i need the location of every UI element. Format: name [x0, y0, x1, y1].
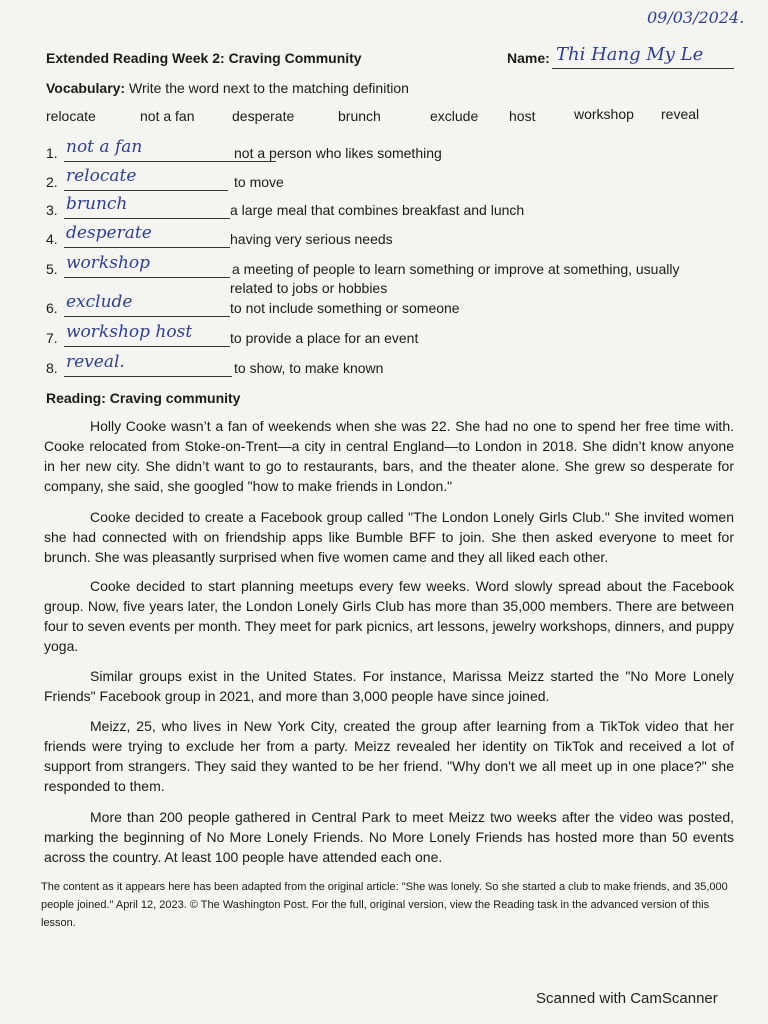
answer-handwritten: workshop host: [66, 322, 193, 342]
word-bank-item: relocate: [46, 108, 96, 124]
answer-handwritten: brunch: [66, 194, 128, 214]
word-bank-item: desperate: [232, 108, 295, 124]
answer-blank[interactable]: [64, 352, 232, 377]
word-bank-item: workshop: [574, 106, 634, 122]
answer-blank[interactable]: [64, 322, 230, 347]
answer-blank[interactable]: [64, 166, 228, 191]
word-bank-item: not a fan: [140, 108, 195, 124]
answer-blank[interactable]: [64, 253, 230, 278]
reading-paragraph: Cooke decided to create a Facebook group called "The London Lonely Girls Club." She invited women she had connected with on friendship apps like Bumble BFF to join. She then asked everyone to meet for brunch. She was pleasantly surprised when five women came and they all liked each other.: [44, 509, 734, 565]
worksheet-title: Extended Reading Week 2: Craving Community: [46, 50, 362, 66]
reading-paragraph: Holly Cooke wasn’t a fan of weekends when she was 22. She had no one to spend her free time with. Cooke relocated from Stoke-on-Trent—a city in central England—to London in 2018. She didn’t know anyone in her new city. She didn’t want to go to restaurants, bars, and the theater alone. She grew so desperate for company, she said, she googled "how to make friends in London.": [44, 418, 734, 494]
source-credit: The content as it appears here has been adapted from the original article: "She was lonely. So she started a club to make friends, and 35,000 people joined." April 12, 2023. © The Washington Post. For the full, original version, view the Reading task in the advanced version of this lesson.: [41, 881, 728, 929]
word-bank-item: brunch: [338, 108, 381, 124]
name-value: Thi Hang My Le: [556, 44, 704, 65]
definition: to not include something or someone: [230, 300, 460, 316]
answer-blank[interactable]: [64, 223, 230, 248]
reading-paragraph: Meizz, 25, who lives in New York City, created the group after learning from a TikTok video that her friends were trying to exclude her from a party. Meizz revealed her identity on TikTok and received a lot of support from strangers. They said they wanted to be her friend. "Why don't we all meet up in one place?" she responded to them.: [44, 718, 734, 794]
reading-paragraph: More than 200 people gathered in Central Park to meet Meizz two weeks after the video was posted, marking the beginning of No More Lonely Friends. No More Lonely Friends has hosted more than 50 events across the country. At least 100 people have attended each one.: [44, 809, 734, 865]
answer-handwritten: not a fan: [66, 137, 143, 157]
vocabulary-label: Vocabulary:: [46, 80, 126, 96]
vocabulary-instruction-text: Write the word next to the matching definition: [129, 80, 409, 96]
answer-handwritten: desperate: [66, 223, 152, 243]
answer-blank[interactable]: [64, 292, 230, 317]
definition: to move: [234, 174, 284, 190]
reading-paragraph: Similar groups exist in the United States. For instance, Marissa Meizz started the "No More Lonely Friends" Facebook group in 2021, and more than 3,000 people have since joined.: [44, 668, 734, 704]
scanner-watermark: Scanned with CamScanner: [536, 990, 718, 1007]
reading-paragraph: Cooke decided to start planning meetups every few weeks. Word slowly spread about the Facebook group. Now, five years later, the London Lonely Girls Club has more than 35,000 members. There are between four to seven events per month. They meet for park picnics, art lessons, jewelry workshops, dinners, and puppy yoga.: [44, 578, 734, 654]
word-bank-item: exclude: [430, 108, 479, 124]
answer-handwritten: relocate: [66, 166, 137, 186]
handwritten-date: 09/03/2024.: [647, 8, 745, 27]
definition-continued: related to jobs or hobbies: [230, 280, 388, 296]
word-bank-item: host: [509, 108, 536, 124]
definition: to show, to make known: [234, 360, 384, 376]
vocabulary-instruction: [46, 80, 409, 96]
definition: not a person who likes something: [234, 145, 442, 161]
worksheet-page: 09/03/2024. Extended Reading Week 2: Craving Community Name: Thi Hang My Le Vocabulary: Write the word next to the matching definition relocate not a fan desperate brunch exclude host workshop reveal 1. not a fan not a person who likes something 2. relocate to move 3. brunch a large meal that combines breakfast and lunch 4. desperate having very serious needs 5. workshop a meeting of people to learn something or improve at something, usually related to jobs or hobbies 6. exclude to not include something or someone 7. workshop host to provide a place for an event 8. reveal. to show, to make known Reading: Craving community Holly Cooke wasn’t a fan of weekends when she was 22. She had no one to spend her free time with. Cooke relocated from Stoke-on-Trent—a city in central England—to London in 2018. She didn’t know anyone in her new city. She didn’t want to go to restaurants, bars, and the theater alone. She grew so desperate for company, she said, she googled "how to make friends in London." Cooke decided to create a Facebook group called "The London Lonely Girls Club." She invited women she had connected with on friendship apps like Bumble BFF to join. She then asked everyone to meet for brunch. She was pleasantly surprised when five women came and they all liked each other. Cooke decided to start planning meetups every few weeks. Word slowly spread about the Facebook group. Now, five years later, the London Lonely Girls Club has more than 35,000 members. There are between four to seven events per month. They meet for park picnics, art lessons, jewelry workshops, dinners, and puppy yoga. Similar groups exist in the United States. For instance, Marissa Meizz started the "No More Lonely Friends" Facebook group in 2021, and more than 3,000 people have since joined. Meizz, 25, who lives in New York City, created the group after learning from a TikTok video that her friends were trying to exclude her from a party. Meizz revealed her identity on TikTok and received a lot of support from strangers. They said they wanted to be her friend. "Why don't we all meet up in one place?" she responded to them. More than 200 people gathered in Central Park to meet Meizz two weeks after the video was posted, marking the beginning of No More Lonely Friends. No More Lonely Friends has hosted more than 50 events across the country. At least 100 people have attended each one. The content as it appears here has been adapted from the original article: "She was lonely. So she started a club to make friends, and 35,000 people joined." April 12, 2023. © The Washington Post. For the full, original version, view the Reading task in the advanced version of this lesson. Scanned with CamScanner: [41, 8, 745, 1007]
answer-handwritten: workshop: [66, 253, 151, 273]
word-bank-item: reveal: [661, 106, 700, 122]
name-field[interactable]: [552, 44, 734, 69]
definition: having very serious needs: [230, 231, 393, 247]
definition: a large meal that combines breakfast and lunch: [230, 202, 525, 218]
name-label: Name:: [507, 50, 550, 66]
answer-handwritten: exclude: [66, 292, 133, 312]
answer-blank[interactable]: [64, 194, 230, 219]
definition: to provide a place for an event: [230, 330, 419, 346]
answer-handwritten: reveal.: [66, 352, 125, 372]
reading-heading: Reading: Craving community: [46, 390, 241, 406]
definition: a meeting of people to learn something or improve at something, usually: [232, 261, 680, 277]
